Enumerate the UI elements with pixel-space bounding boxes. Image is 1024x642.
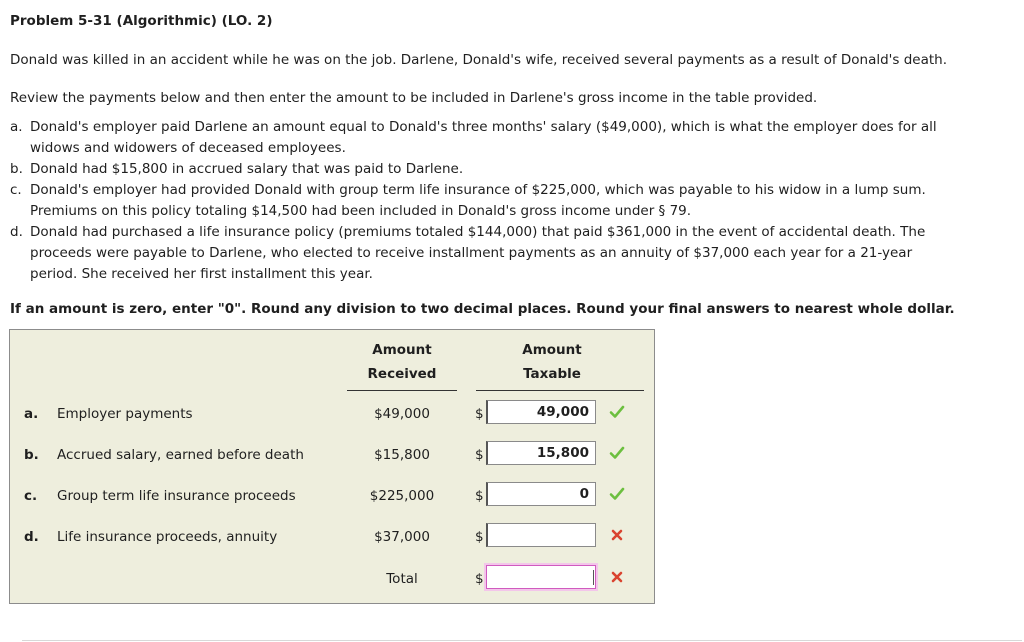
list-item: d. Donald had purchased a life insurance policy (premiums totaled $144,000) that paid $361,000 in the event of accidental death. The proceeds were payable to Darlene, who elected to receive installment payments as an annuity of $37,000 each year for a 21-year period. She received her first installment this year. [10, 224, 926, 282]
payment-list [10, 117, 1010, 285]
x-icon [609, 569, 625, 585]
problem-title: Problem 5-31 (Algorithmic) (LO. 2) [10, 13, 273, 29]
header-divider [476, 390, 644, 391]
header-divider [347, 390, 457, 391]
amount-received: $49,000 [374, 406, 430, 422]
problem-intro: Donald was killed in an accident while he was on the job. Darlene, Donald's wife, received several payments as a result of Donald's death. [10, 52, 947, 68]
row-letter: b. [24, 447, 39, 463]
answer-table [9, 329, 655, 604]
row-letter: d. [24, 529, 39, 545]
list-item: c. Donald's employer had provided Donald with group term life insurance of $225,000, which was payable to his widow in a lump sum. Premiums on this policy totaling $14,500 had been included in Donald's gross income under § 79. [10, 182, 926, 219]
total-label: Total [386, 571, 418, 587]
column-header-taxable: Amount Taxable [522, 342, 582, 382]
currency-symbol: $ [475, 571, 484, 587]
amount-received: $15,800 [374, 447, 430, 463]
column-header-received: Amount Received [367, 342, 437, 382]
row-letter: a. [24, 406, 39, 422]
row-label: Employer payments [57, 406, 193, 422]
taxable-input-b[interactable] [486, 441, 596, 465]
currency-symbol: $ [475, 406, 484, 422]
list-item: a. Donald's employer paid Darlene an amount equal to Donald's three months' salary ($49,000), which is what the employer does for all widows and widowers of deceased employees. [10, 119, 937, 156]
row-label: Group term life insurance proceeds [57, 488, 296, 504]
check-icon [609, 486, 625, 502]
check-icon [609, 404, 625, 420]
taxable-input-c[interactable] [486, 482, 596, 506]
page-divider [22, 640, 1022, 641]
text-cursor [593, 570, 594, 585]
instructions: If an amount is zero, enter "0". Round any division to two decimal places. Round your final answers to nearest whole dollar. [10, 301, 955, 317]
total-input[interactable] [486, 565, 596, 589]
table-row-total [10, 565, 654, 595]
x-icon [609, 527, 625, 543]
currency-symbol: $ [475, 447, 484, 463]
problem-review: Review the payments below and then enter the amount to be included in Darlene's gross income in the table provided. [10, 90, 818, 106]
currency-symbol: $ [475, 488, 484, 504]
table-row [10, 482, 654, 512]
amount-received: $225,000 [369, 488, 435, 504]
row-label: Accrued salary, earned before death [57, 447, 304, 463]
row-letter: c. [24, 488, 38, 504]
taxable-input-a[interactable] [486, 400, 596, 424]
table-row [10, 441, 654, 471]
currency-symbol: $ [475, 529, 484, 545]
table-row [10, 523, 654, 553]
table-row [10, 400, 654, 430]
amount-received: $37,000 [374, 529, 430, 545]
taxable-input-d[interactable] [486, 523, 596, 547]
check-icon [609, 445, 625, 461]
row-label: Life insurance proceeds, annuity [57, 529, 278, 545]
list-item: b. Donald had $15,800 in accrued salary that was paid to Darlene. [10, 161, 464, 177]
